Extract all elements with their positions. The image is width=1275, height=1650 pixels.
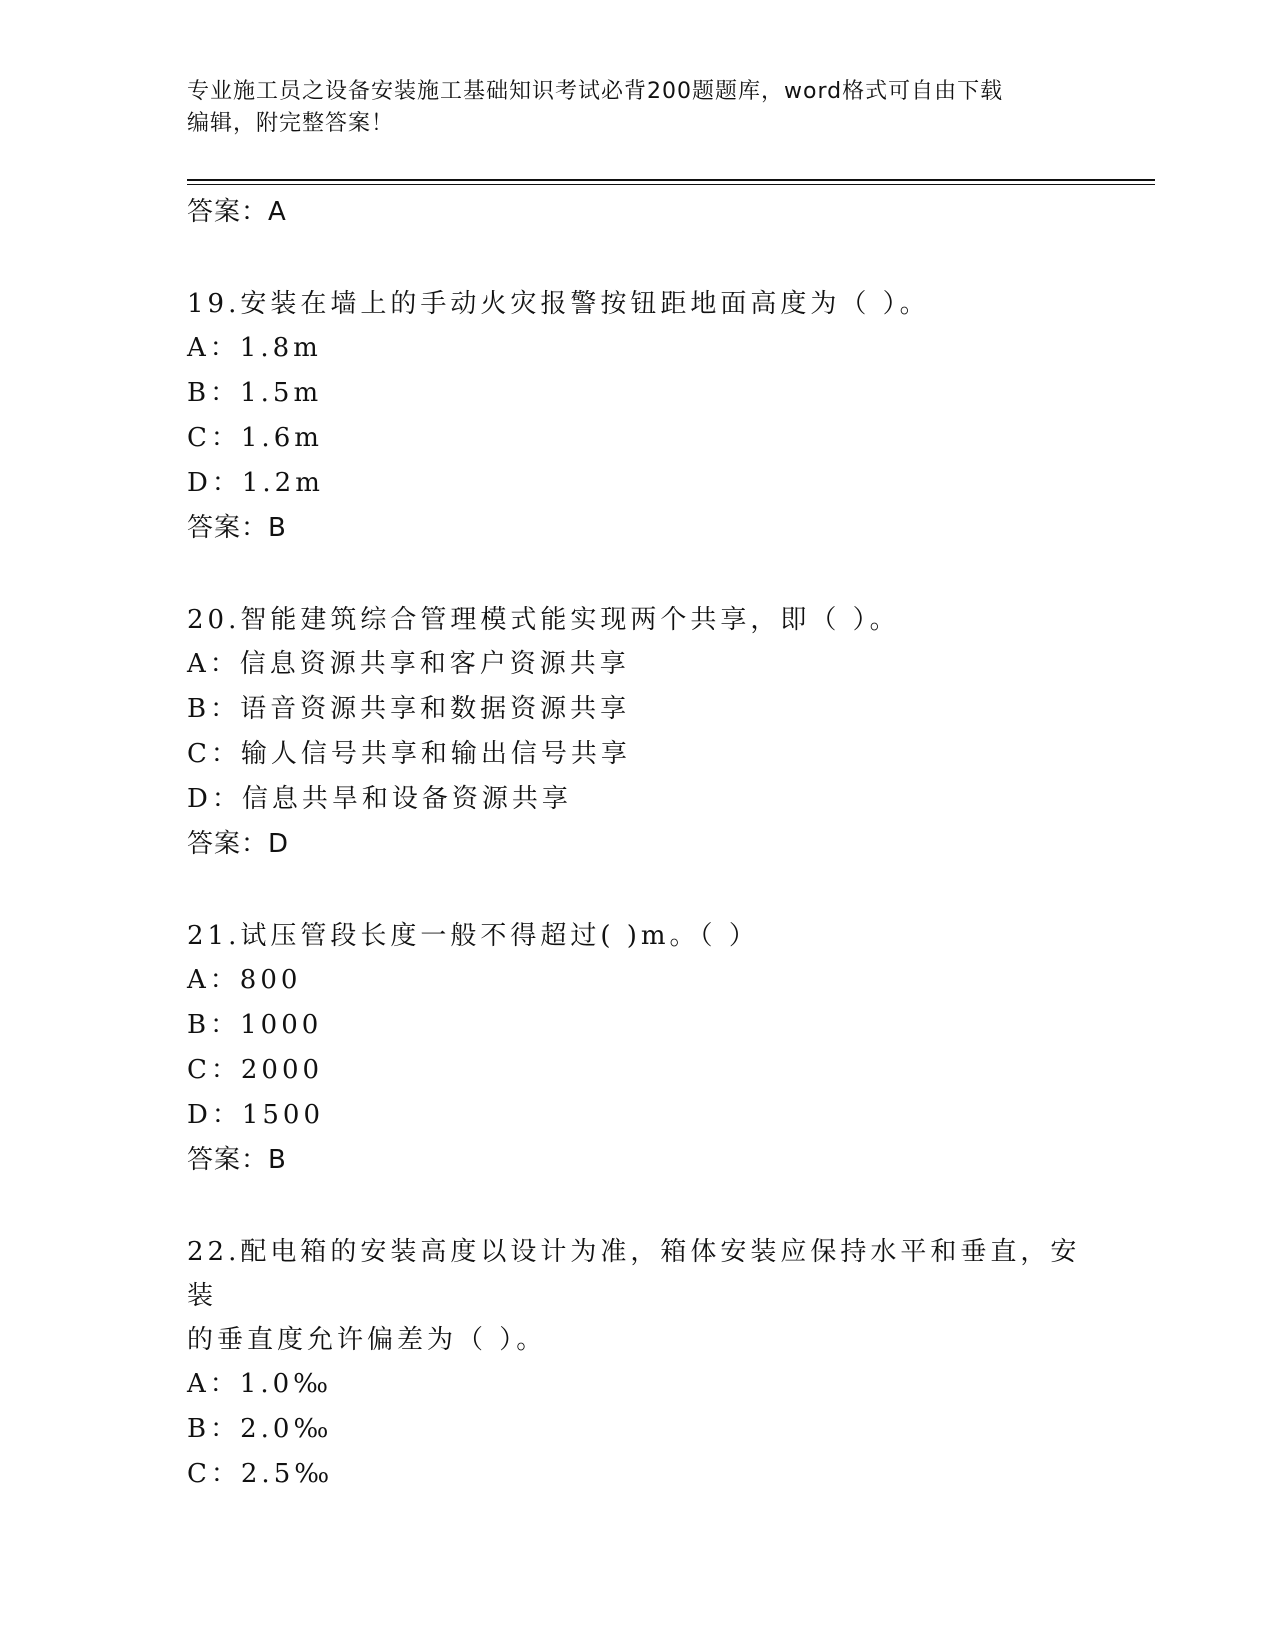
- question-20-option-a: A：信息资源共享和客户资源共享: [187, 649, 630, 679]
- question-19-option-d: D：1.2m: [187, 468, 324, 498]
- header-line-2: 编辑，附完整答案！: [187, 111, 395, 136]
- question-22-option-b: B：2.0‰: [187, 1414, 333, 1444]
- question-22-option-c: C：2.5‰: [187, 1459, 334, 1489]
- question-20-text: 20.智能建筑综合管理模式能实现两个共享，即（ ）。: [187, 605, 900, 635]
- question-20-option-d: D：信息共旱和设备资源共享: [187, 784, 572, 814]
- question-21-option-b: B：1000: [187, 1010, 323, 1040]
- question-22-option-a: A：1.0‰: [187, 1369, 333, 1399]
- answer-18: 答案：A: [187, 197, 287, 227]
- question-22: [187, 1230, 1087, 1497]
- question-21-option-c: C：2000: [187, 1055, 324, 1085]
- question-21-option-a: A：800: [187, 965, 302, 995]
- header-rule-thin: [187, 184, 1155, 185]
- document-header: [187, 76, 1067, 140]
- question-20: [187, 598, 1087, 866]
- question-19-text: 19.安装在墙上的手动火灾报警按钮距地面高度为（ ）。: [187, 289, 930, 319]
- answer-20: 答案：D: [187, 829, 290, 859]
- question-21-option-d: D：1500: [187, 1100, 325, 1130]
- answer-21: 答案：B: [187, 1145, 287, 1175]
- answer-19: 答案：B: [187, 513, 287, 543]
- question-21-text: 21.试压管段长度一般不得超过( )m。（ ）: [187, 921, 759, 951]
- question-list: [187, 190, 1087, 1497]
- header-line-1: 专业施工员之设备安装施工基础知识考试必背200题题库，word格式可自由下载: [187, 79, 1004, 104]
- question-19-option-c: C：1.6m: [187, 423, 323, 453]
- question-21: [187, 914, 1087, 1182]
- question-20-option-b: B：语音资源共享和数据资源共享: [187, 694, 631, 724]
- question-22-text-line-2: 的垂直度允许偏差为（ ）。: [187, 1325, 547, 1355]
- question-19-option-b: B：1.5m: [187, 378, 323, 408]
- question-20-option-c: C：输人信号共享和输出信号共享: [187, 739, 631, 769]
- question-22-text-line-1: 22.配电箱的安装高度以设计为准，箱体安装应保持水平和垂直，安装: [187, 1237, 1081, 1311]
- header-rule-thick: [187, 179, 1155, 181]
- question-19-option-a: A：1.8m: [187, 333, 322, 363]
- question-19: [187, 282, 1087, 550]
